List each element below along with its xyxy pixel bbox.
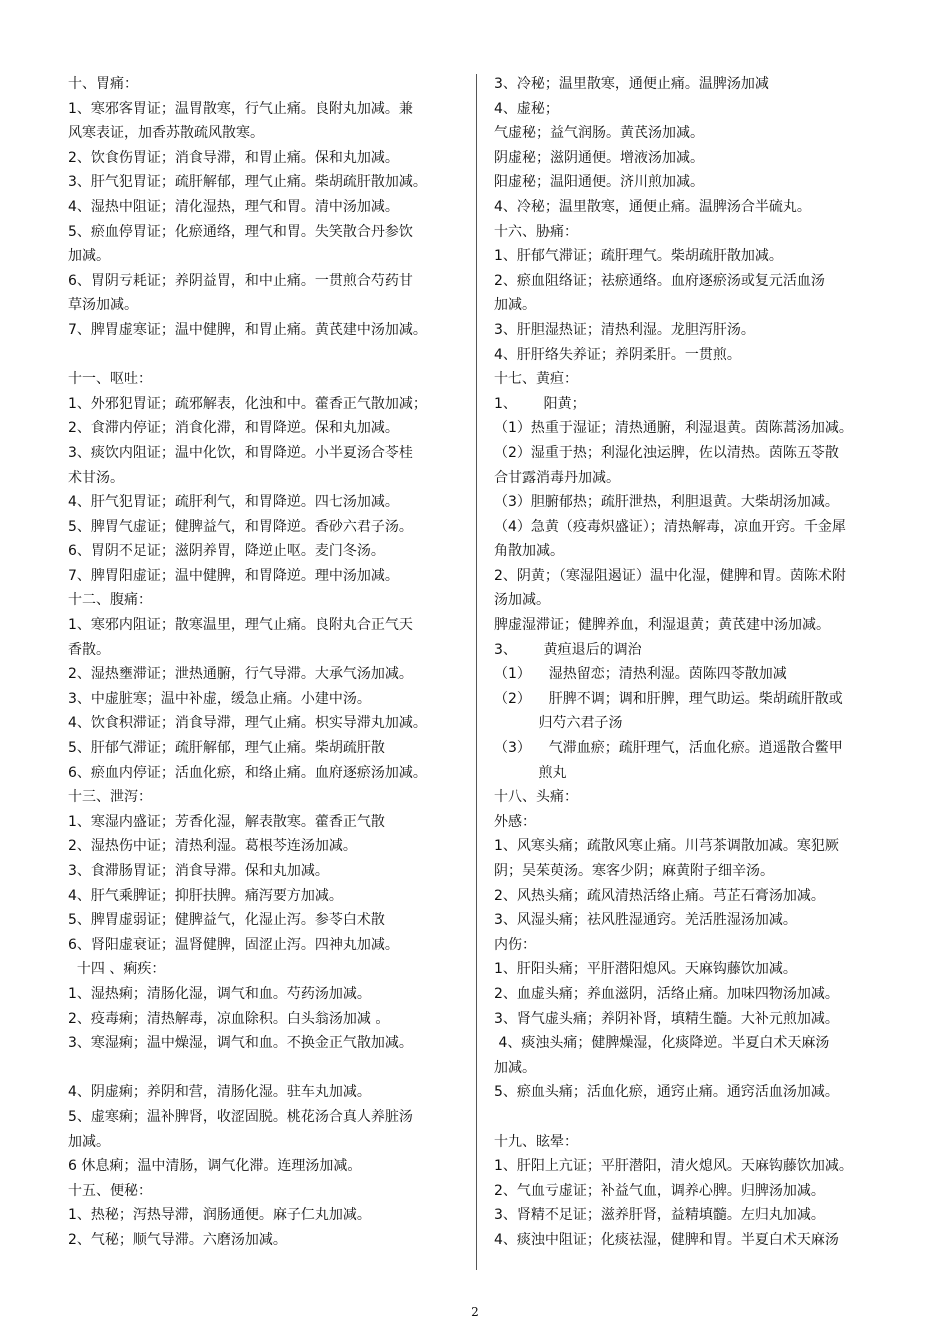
text-line: 风寒表证，加香苏散疏风散寒。 bbox=[68, 125, 264, 142]
text-line: 2、饮食伤胃证；消食导滞，和胃止痛。保和丸加减。 bbox=[68, 149, 399, 166]
text-line: 草汤加减。 bbox=[68, 297, 138, 314]
text-line: 5、脾胃虚弱证；健脾益气，化湿止泻。参苓白术散 bbox=[68, 912, 385, 929]
text-line: 3、肾精不足证；滋养肝肾，益精填髓。左归丸加减。 bbox=[494, 1207, 825, 1224]
text-line: （4）急黄（疫毒炽盛证）；清热解毒，凉血开窍。千金犀 bbox=[494, 518, 846, 535]
text-line: 角散加减。 bbox=[494, 543, 564, 560]
text-line: 1、寒湿内盛证；芳香化湿，解表散寒。藿香正气散 bbox=[68, 813, 385, 830]
text-line: 5、虚寒痢；温补脾肾，收涩固脱。桃花汤合真人养脏汤 bbox=[68, 1108, 413, 1125]
text-line: 十八、头痛： bbox=[494, 789, 578, 806]
text-line: 十二、腹痛： bbox=[68, 592, 152, 609]
text-line: 6、肾阳虚衰证；温肾健脾，固涩止泻。四神丸加减。 bbox=[68, 936, 399, 953]
text-line: （3）胆腑郁热；疏肝泄热，利胆退黄。大柴胡汤加减。 bbox=[494, 494, 839, 511]
text-line: 1、热秘；泻热导滞，润肠通便。麻子仁丸加减。 bbox=[68, 1207, 371, 1224]
text-line: 5、瘀血头痛；活血化瘀，通窍止痛。通窍活血汤加减。 bbox=[494, 1084, 839, 1101]
text-line bbox=[494, 1105, 894, 1130]
text-line: 2、湿热壅滞证；泄热通腑，行气导滞。大承气汤加减。 bbox=[68, 666, 413, 683]
text-line: 汤加减。 bbox=[494, 592, 550, 609]
text-line: 2、气秘；顺气导滞。六磨汤加减。 bbox=[68, 1231, 287, 1248]
text-line: 4、肝气乘脾证；抑肝扶脾。痛泻要方加减。 bbox=[68, 887, 343, 904]
text-line: （3） 气滞血瘀；疏肝理气，活血化瘀。逍遥散合鳖甲 bbox=[494, 740, 843, 757]
text-line: 加减。 bbox=[68, 1133, 110, 1150]
text-line: 4、肝气犯胃证；疏肝利气，和胃降逆。四七汤加减。 bbox=[68, 494, 399, 511]
text-line: 2、湿热伤中证；清热利湿。葛根芩连汤加减。 bbox=[68, 838, 357, 855]
text-line: 3、肝胆湿热证；清热利湿。龙胆泻肝汤。 bbox=[494, 321, 755, 338]
text-line bbox=[68, 343, 470, 368]
text-line: 加减。 bbox=[494, 297, 536, 314]
text-line: 加减。 bbox=[68, 248, 110, 265]
right-column bbox=[494, 72, 894, 1253]
text-line: 十、胃痛： bbox=[68, 76, 138, 92]
text-line: 5、瘀血停胃证；化瘀通络，理气和胃。失笑散合丹参饮 bbox=[68, 223, 413, 240]
text-line: （2）湿重于热；利湿化浊运脾，佐以清热。茵陈五苓散 bbox=[494, 444, 839, 461]
text-line: 7、脾胃虚寒证；温中健脾，和胃止痛。黄芪建中汤加减。 bbox=[68, 321, 427, 338]
text-line: 7、脾胃阳虚证；温中健脾，和胃降逆。理中汤加减。 bbox=[68, 567, 399, 584]
text-line: 十一、呕吐： bbox=[68, 371, 152, 388]
text-line: 6 休息痢；温中清肠，调气化滞。连理汤加减。 bbox=[68, 1158, 362, 1175]
text-line: 2、瘀血阻络证；祛瘀通络。血府逐瘀汤或复元活血汤 bbox=[494, 272, 825, 289]
text-line: 5、肝郁气滞证；疏肝解郁，理气止痛。柴胡疏肝散 bbox=[68, 740, 385, 757]
text-line: 6、瘀血内停证；活血化瘀，和络止痛。血府逐瘀汤加减。 bbox=[68, 764, 427, 781]
text-line: 合甘露消毒丹加减。 bbox=[494, 469, 620, 486]
text-line: 2、食滞内停证；消食化滞，和胃降逆。保和丸加减。 bbox=[68, 420, 399, 437]
text-line: 阴；吴茱萸汤。寒客少阴；麻黄附子细辛汤。 bbox=[494, 863, 774, 879]
text-line: 1、肝阳头痛；平肝潜阳熄风。天麻钩藤饮加减。 bbox=[494, 961, 797, 978]
text-line: 4、湿热中阻证；清化湿热，理气和胃。清中汤加减。 bbox=[68, 198, 399, 215]
text-line: 1、寒邪内阻证；散寒温里，理气止痛。良附丸合正气天 bbox=[68, 617, 413, 634]
text-line: 脾虚湿滞证；健脾养血，利湿退黄；黄芪建中汤加减。 bbox=[494, 617, 830, 634]
text-line: 术甘汤。 bbox=[68, 469, 124, 486]
text-line: 4、痰浊中阻证；化痰祛湿，健脾和胃。半夏白术天麻汤 bbox=[494, 1231, 839, 1248]
text-line: 1、寒邪客胃证；温胃散寒，行气止痛。良附丸加减。兼 bbox=[68, 100, 413, 117]
text-line: 5、脾胃气虚证；健脾益气，和胃降逆。香砂六君子汤。 bbox=[68, 518, 413, 535]
text-line: 6、胃阴亏耗证；养阴益胃，和中止痛。一贯煎合芍药甘 bbox=[68, 272, 413, 289]
text-line: 1、肝郁气滞证；疏肝理气。柴胡疏肝散加减。 bbox=[494, 248, 783, 265]
page-number: 2 bbox=[471, 1305, 479, 1319]
text-line: 1、外邪犯胃证；疏邪解表，化浊和中。藿香正气散加减； bbox=[68, 395, 427, 412]
text-line: 3、肾气虚头痛；养阴补肾，填精生髓。大补元煎加减。 bbox=[494, 1010, 839, 1027]
text-line: 阳虚秘；温阳通便。济川煎加减。 bbox=[494, 174, 704, 191]
text-line: 2、气血亏虚证；补益气血，调养心脾。归脾汤加减。 bbox=[494, 1182, 825, 1199]
left-column bbox=[68, 72, 470, 1253]
text-line: 十五、便秘： bbox=[68, 1182, 152, 1199]
text-line: 煎丸 bbox=[494, 764, 567, 781]
text-line: 3、中虚脏寒；温中补虚，缓急止痛。小建中汤。 bbox=[68, 690, 371, 707]
text-line: 十六、胁痛： bbox=[494, 223, 578, 240]
text-line: 阴虚秘；滋阴通便。增液汤加减。 bbox=[494, 149, 704, 166]
text-line: 1、湿热痢；清肠化湿，调气和血。芍药汤加减。 bbox=[68, 985, 371, 1002]
text-line: 3、肝气犯胃证；疏肝解郁，理气止痛。柴胡疏肝散加减。 bbox=[68, 174, 427, 191]
text-line: 气虚秘；益气润肠。黄芪汤加减。 bbox=[494, 125, 704, 142]
text-line: 外感： bbox=[494, 813, 536, 830]
text-line: 1、 阳黄； bbox=[494, 395, 586, 412]
text-line: 3、寒湿痢；温中燥湿，调气和血。不换金正气散加减。 bbox=[68, 1035, 413, 1052]
text-line: 十七、黄疸： bbox=[494, 371, 578, 388]
text-line: （1） 湿热留恋；清热利湿。茵陈四苓散加减 bbox=[494, 666, 787, 683]
text-line: 十三、泄泻： bbox=[68, 789, 152, 806]
text-line: 内伤： bbox=[494, 936, 536, 953]
text-line: 4、虚秘； bbox=[494, 100, 559, 117]
text-line: 加减。 bbox=[494, 1059, 536, 1076]
text-line: 3、痰饮内阻证；温中化饮，和胃降逆。小半夏汤合苓桂 bbox=[68, 444, 413, 461]
text-line: 香散。 bbox=[68, 641, 110, 658]
text-line: 1、风寒头痛；疏散风寒止痛。川芎茶调散加减。寒犯厥 bbox=[494, 838, 839, 855]
text-line: 十九、眩晕： bbox=[494, 1133, 578, 1150]
column-divider bbox=[476, 74, 477, 1270]
text-line: 6、胃阴不足证；滋阴养胃，降逆止呕。麦门冬汤。 bbox=[68, 543, 385, 560]
text-line: （1）热重于湿证；清热通腑，利湿退黄。茵陈蒿汤加减。 bbox=[494, 420, 853, 437]
text-line: 3、食滞肠胃证；消食导滞。保和丸加减。 bbox=[68, 863, 329, 879]
text-line: 4、冷秘；温里散寒，通便止痛。温脾汤合半硫丸。 bbox=[494, 198, 811, 215]
text-line: 4、肝肝络失养证；养阴柔肝。一贯煎。 bbox=[494, 346, 741, 363]
text-line: 2、阴黄；（寒湿阻遏证）温中化湿，健脾和胃。茵陈术附 bbox=[494, 567, 846, 584]
text-line: 十四 、痢疾： bbox=[68, 961, 166, 978]
text-line: （2） 肝脾不调；调和肝脾，理气助运。柴胡疏肝散或 bbox=[494, 690, 843, 707]
text-line: 3、冷秘；温里散寒，通便止痛。温脾汤加减 bbox=[494, 76, 769, 92]
text-line: 2、疫毒痢；清热解毒，凉血除积。白头翁汤加减 。 bbox=[68, 1010, 390, 1027]
text-line: 1、肝阳上亢证；平肝潜阳，清火熄风。天麻钩藤饮加减。 bbox=[494, 1158, 853, 1175]
text-line: 4、阴虚痢；养阴和营，清肠化湿。驻车丸加减。 bbox=[68, 1084, 371, 1101]
text-line: 2、风热头痛；疏风清热活络止痛。芎芷石膏汤加减。 bbox=[494, 887, 825, 904]
text-line: 4、痰浊头痛；健脾燥湿，化痰降逆。半夏白术天麻汤 bbox=[494, 1035, 830, 1052]
text-line bbox=[68, 1056, 470, 1081]
text-line: 2、血虚头痛；养血滋阴，活络止痛。加味四物汤加减。 bbox=[494, 985, 839, 1002]
text-line: 归芍六君子汤 bbox=[494, 715, 623, 732]
text-line: 4、饮食积滞证；消食导滞，理气止痛。枳实导滞丸加减。 bbox=[68, 715, 427, 732]
text-line: 3、风湿头痛；祛风胜湿通窍。羌活胜湿汤加减。 bbox=[494, 912, 797, 929]
text-line: 3、 黄疸退后的调治 bbox=[494, 641, 642, 658]
